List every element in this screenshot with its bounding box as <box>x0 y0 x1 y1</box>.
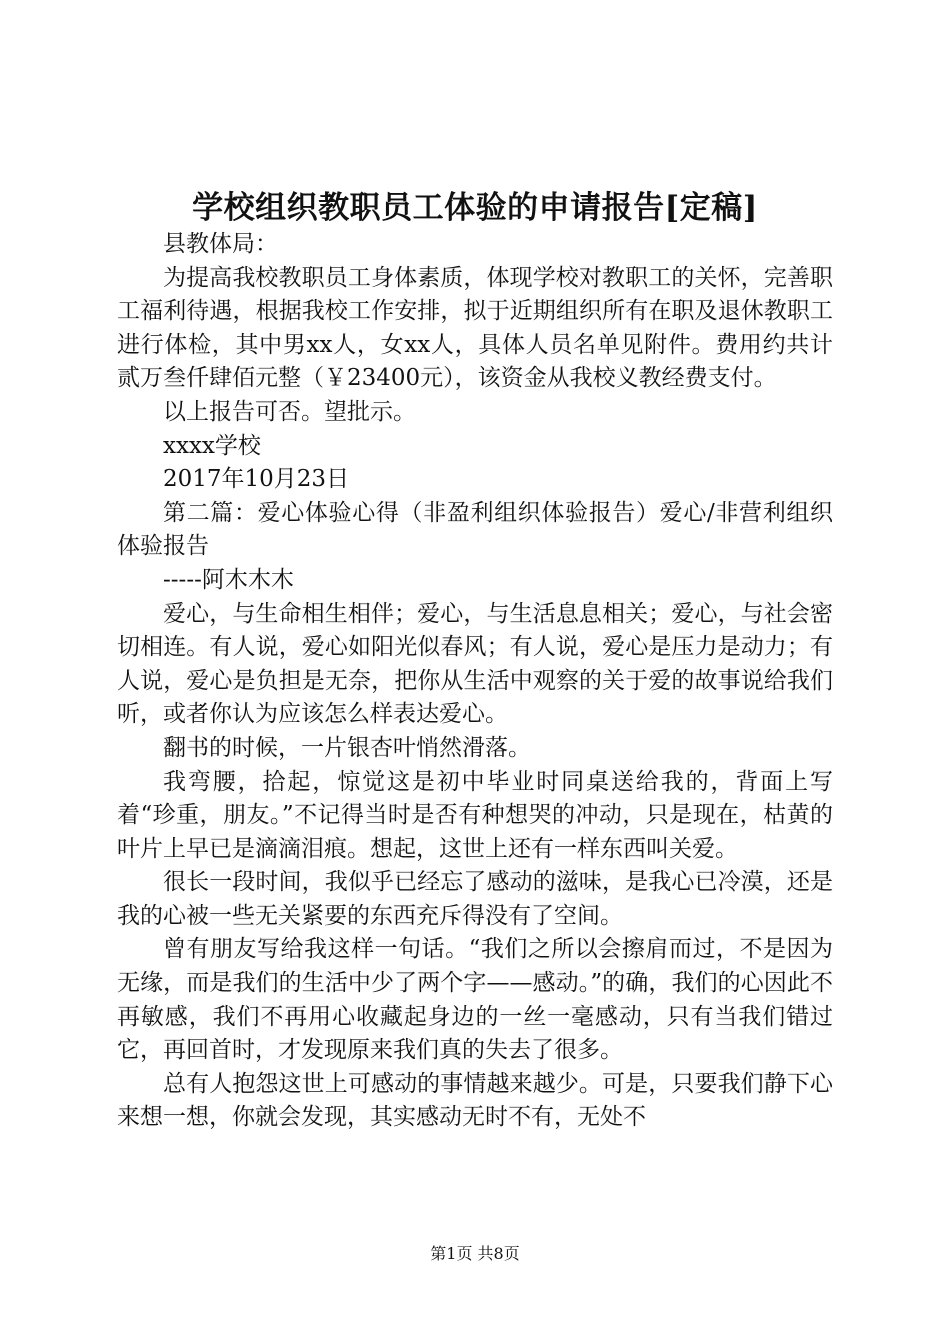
signature-date: 2017年10月23日 <box>163 466 350 493</box>
body-paragraph: 为提高我校教职员工身体素质，体现学校对教职工的关怀，完善职工福利待遇，根据我校工作安排，拟于近期组织所有在职及退休教职工进行体检，其中男xx人，女xx人，具体人员名单见附件。费用约共计贰万叁仟肆佰元整（￥23400元），该资金从我校义教经费支付。 <box>117 264 833 392</box>
section-heading: 第二篇：爱心体验心得（非盈利组织体验报告）爱心/非营利组织体验报告 <box>117 499 833 560</box>
page-footer: 第1页 共8页 <box>430 1244 520 1263</box>
document-body <box>117 228 833 1135</box>
salutation: 县教体局： <box>163 231 278 257</box>
body-paragraph: 以上报告可否。望批示。 <box>163 398 416 425</box>
body-paragraph: 爱心，与生命相生相伴；爱心，与生活息息相关；爱心，与社会密切相连。有人说，爱心如阳光似春风；有人说，爱心是压力是动力；有人说，爱心是负担是无奈，把你从生活中观察的关于爱的故事说给我们听，或者你认为应该怎么样表达爱心。 <box>117 600 833 728</box>
signature-school: xxxx学校 <box>163 432 261 459</box>
body-paragraph: 翻书的时候，一片银杏叶悄然滑落。 <box>163 734 531 761</box>
body-paragraph: 总有人抱怨这世上可感动的事情越来越少。可是，只要我们静下心来想一想，你就会发现，其实感动无时不有，无处不 <box>117 1070 833 1131</box>
body-paragraph: 曾有朋友写给我这样一句话。“我们之所以会擦肩而过，不是因为无缘，而是我们的生活中少了两个字——感动。”的确，我们的心因此不再敏感，我们不再用心收藏起身边的一丝一毫感动，只有当我们错过它，再回首时，才发现原来我们真的失去了很多。 <box>117 936 833 1064</box>
body-paragraph: 很长一段时间，我似乎已经忘了感动的滋味，是我心已冷漠，还是我的心被一些无关紧要的东西充斥得没有了空间。 <box>117 869 833 929</box>
document-title: 学校组织教职员工体验的申请报告[定稿] <box>192 190 758 226</box>
body-paragraph: 我弯腰，拾起，惊觉这是初中毕业时同桌送给我的，背面上写着“珍重，朋友。”不记得当时是否有种想哭的冲动，只是现在，枯黄的叶片上早已是滴滴泪痕。想起，这世上还有一样东西叫关爱。 <box>117 768 833 862</box>
author-line: -----阿木木木 <box>163 566 294 593</box>
